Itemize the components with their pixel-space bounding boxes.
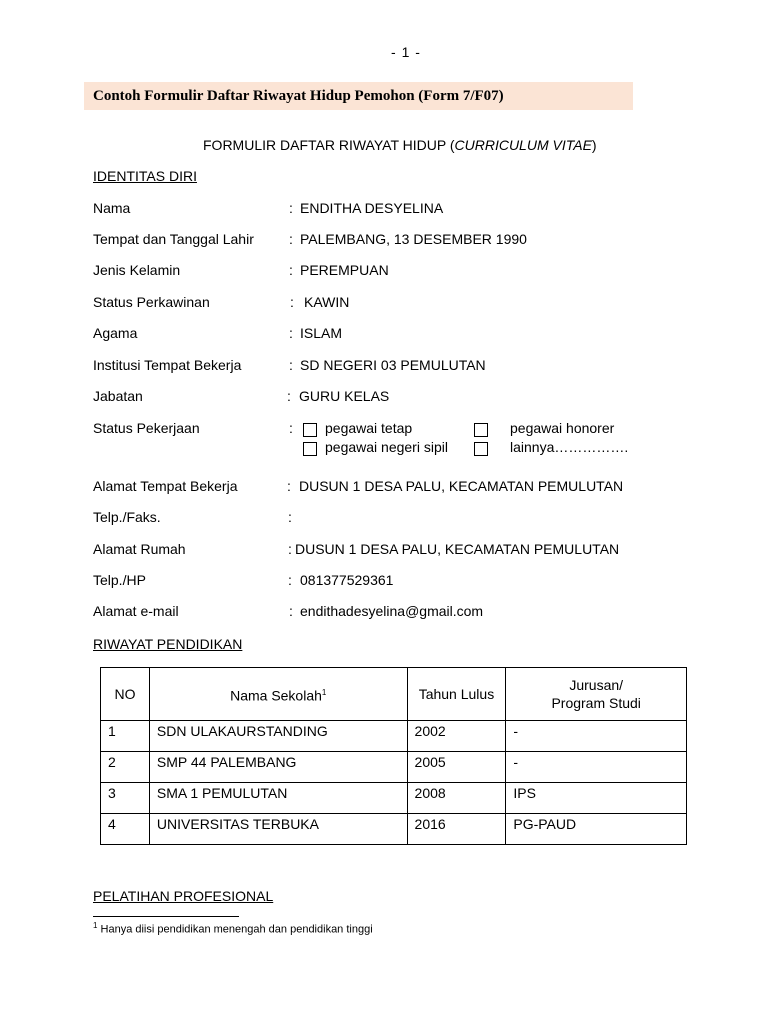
field-value-agama: ISLAM — [300, 325, 343, 341]
field-value-nama: ENDITHA DESYELINA — [300, 200, 444, 216]
checkbox-pegawai-tetap[interactable] — [303, 423, 317, 437]
field-colon: : — [289, 262, 293, 278]
field-value-institusi: SD NEGERI 03 PEMULUTAN — [300, 357, 486, 373]
checkbox-pegawai-negeri-sipil[interactable] — [303, 442, 317, 456]
field-value-jabatan: GURU KELAS — [299, 388, 390, 404]
cell-jurusan: IPS — [506, 783, 687, 814]
column-header-nama-sekolah-text: Nama Sekolah — [230, 687, 322, 704]
table-row — [101, 783, 687, 814]
field-colon: : — [288, 572, 292, 588]
cell-no: 4 — [101, 814, 150, 845]
table-row — [101, 814, 687, 845]
field-colon: : — [289, 603, 293, 619]
field-value-ttl: PALEMBANG, 13 DESEMBER 1990 — [300, 231, 527, 247]
field-colon: : — [288, 541, 292, 557]
cell-nama-sekolah: SMP 44 PALEMBANG — [149, 752, 407, 783]
identitas-heading: IDENTITAS DIRI — [93, 168, 197, 184]
cell-jurusan: - — [506, 752, 687, 783]
cell-jurusan: - — [506, 721, 687, 752]
field-colon: : — [290, 294, 294, 310]
document-title — [203, 137, 597, 153]
field-label-email: Alamat e-mail — [93, 603, 179, 619]
cell-jurusan: PG-PAUD — [506, 814, 687, 845]
field-label-status-pekerjaan: Status Pekerjaan — [93, 420, 200, 436]
table-row — [101, 721, 687, 752]
cell-no: 2 — [101, 752, 150, 783]
cell-tahun-lulus: 2002 — [407, 721, 506, 752]
footnote-text: Hanya diisi pendidikan menengah dan pendidikan tinggi — [97, 923, 373, 936]
field-colon: : — [287, 388, 291, 404]
field-label-telp-faks: Telp./Faks. — [93, 509, 161, 525]
footnote-reference: 1 — [321, 687, 327, 697]
cell-nama-sekolah: SMA 1 PEMULUTAN — [149, 783, 407, 814]
field-label-ttl: Tempat dan Tanggal Lahir — [93, 231, 254, 247]
field-label-alamat-rumah: Alamat Rumah — [93, 541, 186, 557]
field-label-alamat-kerja: Alamat Tempat Bekerja — [93, 478, 238, 494]
document-title-close: ) — [591, 137, 597, 153]
field-value-alamat-rumah: DUSUN 1 DESA PALU, KECAMATAN PEMULUTAN — [295, 541, 620, 557]
education-table — [100, 667, 687, 845]
field-label-telp-hp: Telp./HP — [93, 572, 146, 588]
option-label-pegawai-negeri-sipil: pegawai negeri sipil — [325, 439, 448, 455]
field-label-institusi: Institusi Tempat Bekerja — [93, 357, 242, 373]
cell-nama-sekolah: SDN ULAKAURSTANDING — [149, 721, 407, 752]
field-value-alamat-kerja: DUSUN 1 DESA PALU, KECAMATAN PEMULUTAN — [299, 478, 624, 494]
cell-tahun-lulus: 2008 — [407, 783, 506, 814]
field-label-jabatan: Jabatan — [93, 388, 143, 404]
column-header-jurusan-line-1: Jurusan/ — [569, 677, 624, 693]
form-banner-title: Contoh Formulir Daftar Riwayat Hidup Pemohon (Form 7/F07) — [93, 88, 504, 104]
option-label-pegawai-honorer: pegawai honorer — [510, 420, 615, 436]
field-label-nama: Nama — [93, 200, 131, 216]
field-value-email: endithadesyelina@gmail.com — [300, 603, 484, 619]
field-value-telp-hp: 081377529361 — [300, 572, 394, 588]
cell-tahun-lulus: 2016 — [407, 814, 506, 845]
checkbox-lainnya[interactable] — [474, 442, 488, 456]
field-label-jenis-kelamin: Jenis Kelamin — [93, 262, 181, 278]
option-label-lainnya: lainnya……………. — [510, 439, 629, 455]
pelatihan-heading: PELATIHAN PROFESIONAL — [93, 888, 274, 904]
document-title-italic: CURRICULUM VITAE — [454, 137, 592, 153]
column-header-jurusan-line-2: Program Studi — [551, 695, 641, 711]
footnote-mark: 1 — [93, 921, 98, 930]
field-value-status-perkawinan: KAWIN — [304, 294, 350, 310]
pendidikan-heading: RIWAYAT PENDIDIKAN — [93, 636, 243, 652]
column-header-jurusan — [506, 668, 687, 721]
field-value-jenis-kelamin: PEREMPUAN — [300, 262, 389, 278]
field-colon: : — [289, 357, 293, 373]
column-header-no: NO — [101, 668, 150, 721]
cell-no: 3 — [101, 783, 150, 814]
field-colon: : — [287, 478, 291, 494]
cell-nama-sekolah: UNIVERSITAS TERBUKA — [149, 814, 407, 845]
footnote — [93, 921, 373, 936]
column-header-nama-sekolah — [149, 668, 407, 721]
field-colon: : — [289, 325, 293, 341]
field-colon: : — [289, 200, 293, 216]
field-colon: : — [289, 231, 293, 247]
field-label-agama: Agama — [93, 325, 138, 341]
page-number: - 1 - — [391, 44, 421, 60]
field-label-status-perkawinan: Status Perkawinan — [93, 294, 210, 310]
column-header-tahun-lulus: Tahun Lulus — [407, 668, 506, 721]
field-colon: : — [288, 509, 292, 525]
footnote-separator — [93, 916, 239, 917]
cell-no: 1 — [101, 721, 150, 752]
checkbox-pegawai-honorer[interactable] — [474, 423, 488, 437]
field-colon: : — [289, 420, 293, 436]
document-title-main: FORMULIR DAFTAR RIWAYAT HIDUP ( — [203, 137, 455, 153]
table-row — [101, 752, 687, 783]
cell-tahun-lulus: 2005 — [407, 752, 506, 783]
option-label-pegawai-tetap: pegawai tetap — [325, 420, 413, 436]
table-header-row — [101, 668, 687, 721]
